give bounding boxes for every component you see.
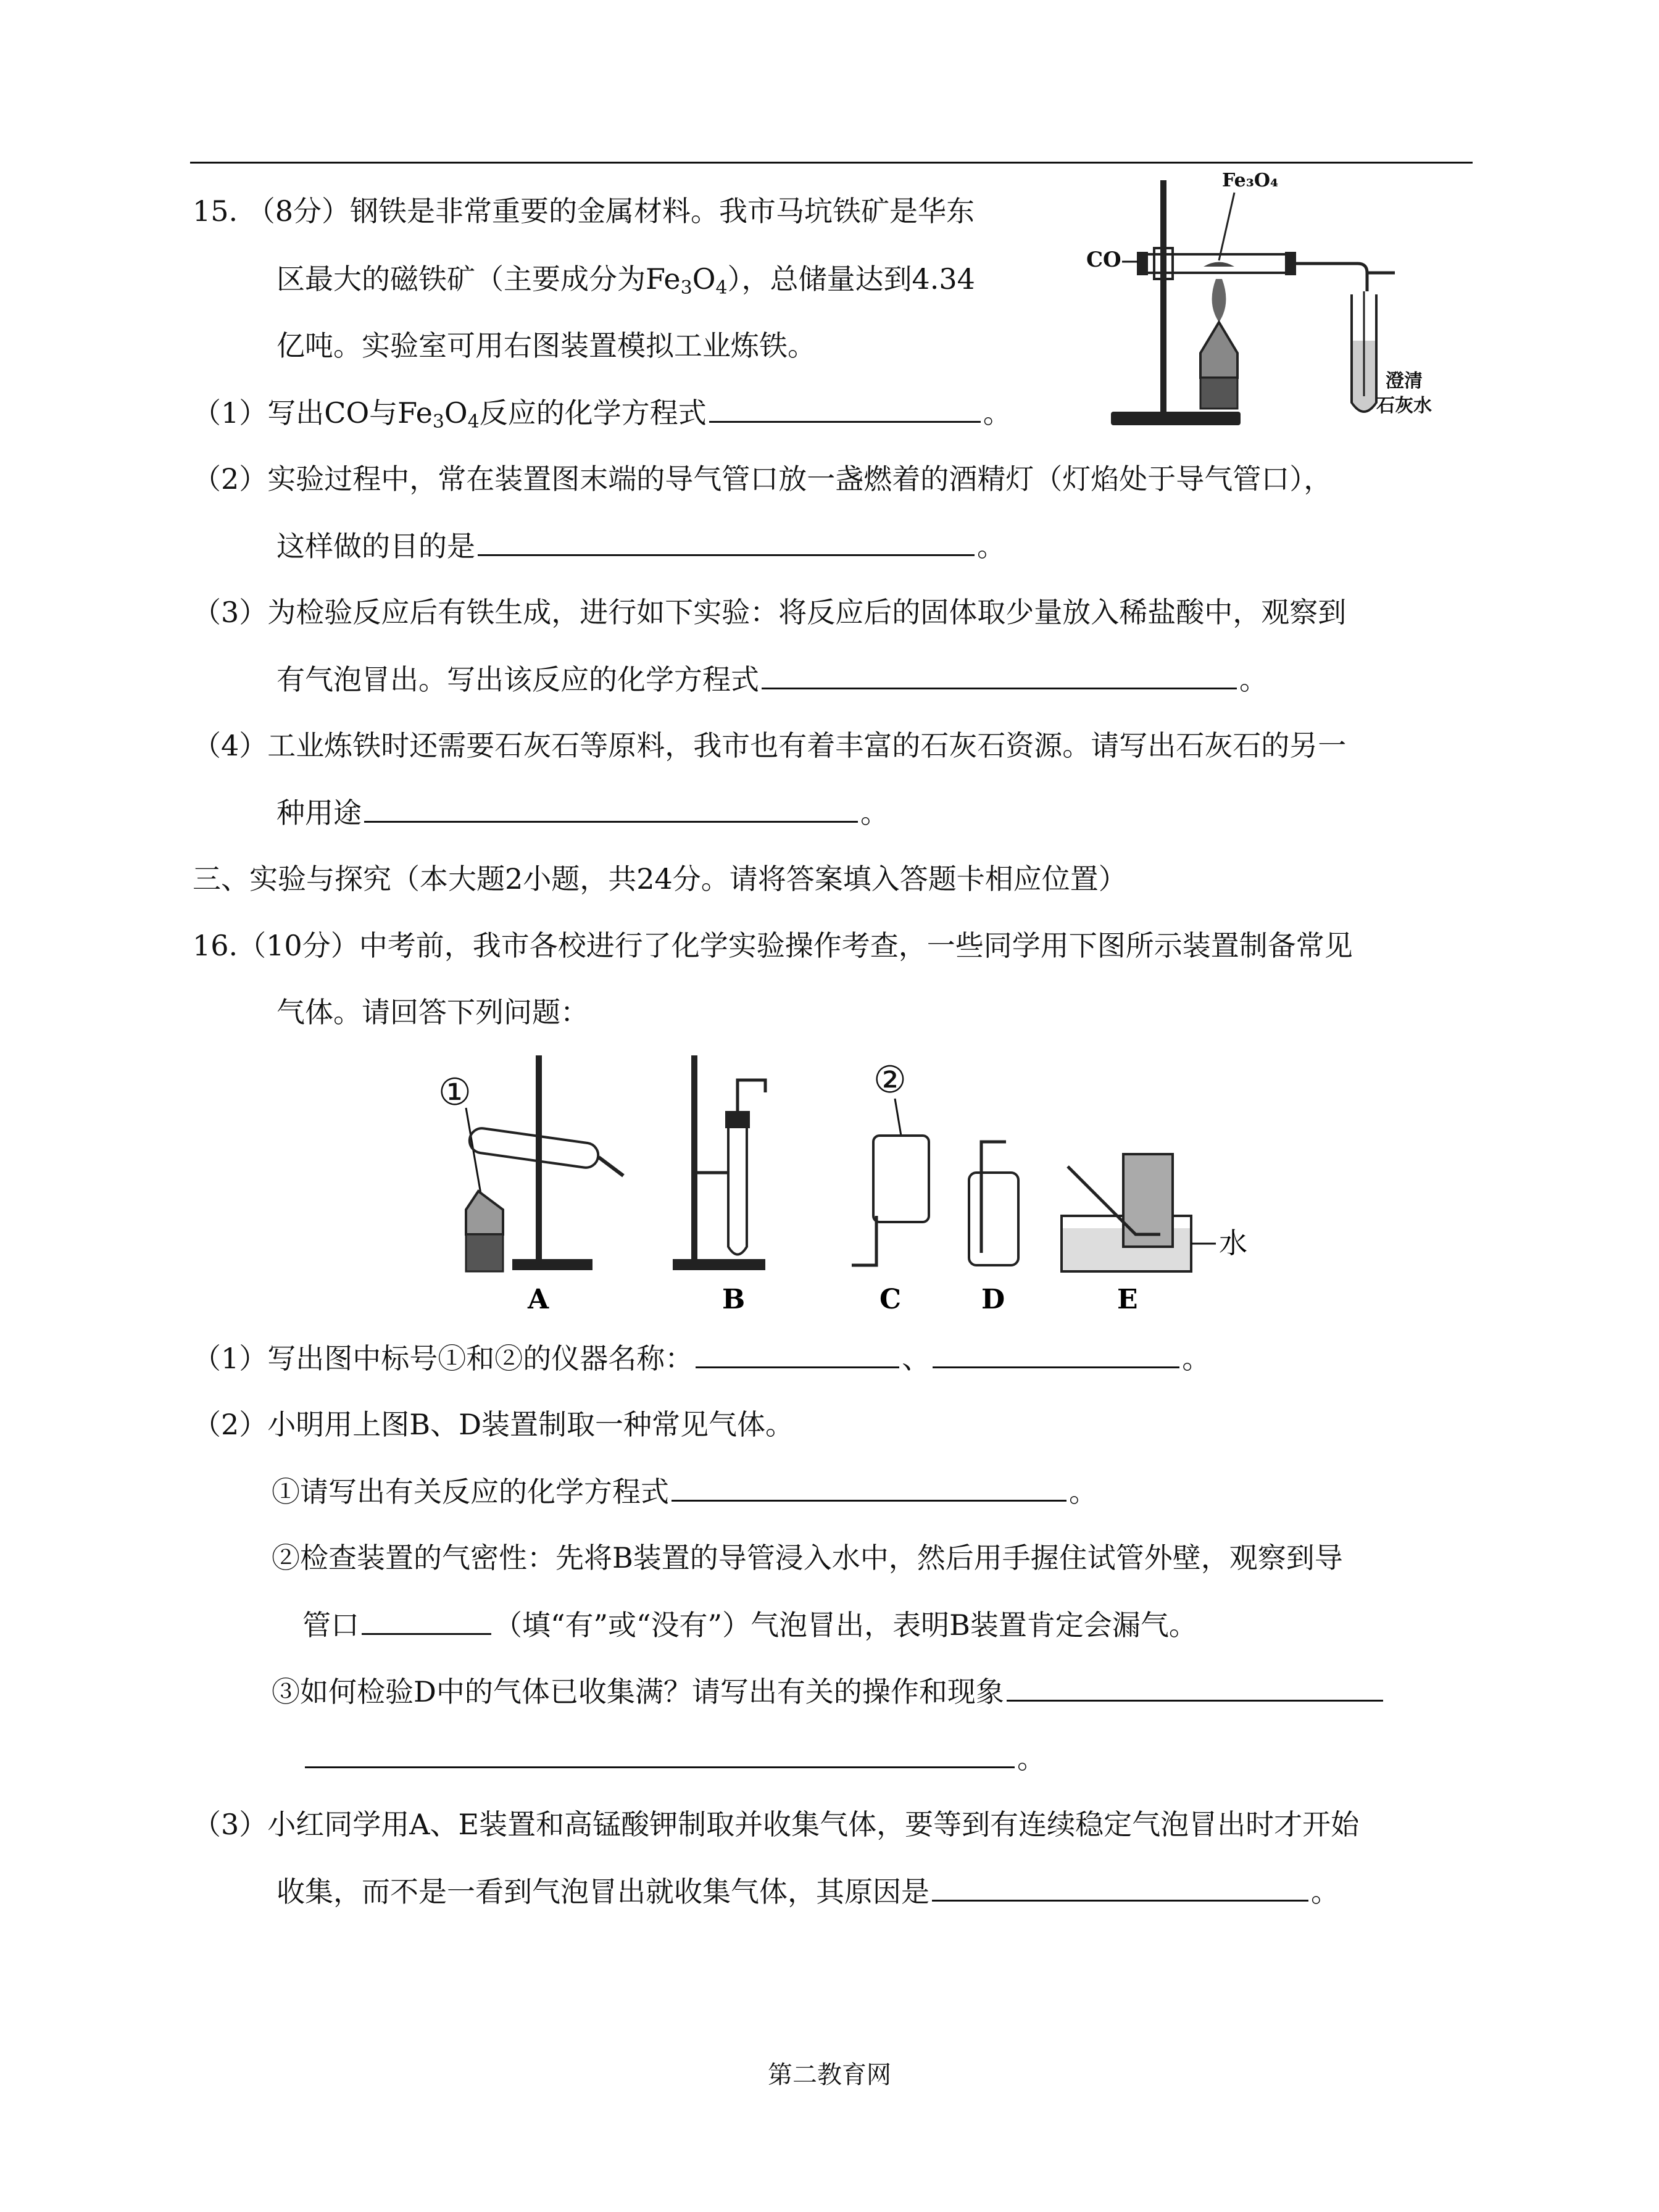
- answer-blank[interactable]: [709, 393, 981, 423]
- co-label: CO: [1086, 247, 1121, 272]
- q15-part2-line2: 这样做的目的是 。: [276, 526, 1005, 566]
- q16-line2: 气体。请回答下列问题：: [276, 996, 589, 1029]
- limewater-label-2: 石灰水: [1376, 395, 1432, 417]
- mark-1: ①: [438, 1071, 472, 1114]
- stand-base: [1111, 412, 1241, 425]
- answer-blank[interactable]: [1007, 1671, 1383, 1702]
- q16-sub3-cont: 。: [302, 1738, 1046, 1778]
- q15-line2: 区最大的磁铁矿（主要成分为$Fe_3O_4$），总储量达到4.34: [276, 262, 975, 299]
- answer-blank[interactable]: [933, 1338, 1179, 1368]
- apparatus-e: [1062, 1154, 1247, 1315]
- q15-part3-line2: 有气泡冒出。写出该反应的化学方程式 。: [276, 659, 1268, 699]
- iron-smelting-apparatus: [1086, 168, 1432, 439]
- apparatus-d: [969, 1142, 1018, 1315]
- flame: [1212, 279, 1226, 322]
- q16-part3-line1: （3）小红同学用A、E装置和高锰酸钾制取并收集气体，要等到有连续稳定气泡冒出时才开始: [193, 1808, 1360, 1841]
- q15-line3: 亿吨。实验室可用右图装置模拟工业炼铁。: [276, 329, 816, 362]
- q16-sub3: ③如何检验D中的气体已收集满？请写出有关的操作和现象: [272, 1671, 1386, 1711]
- section3-heading: 三、实验与探究（本大题2小题，共24分。请将答案填入答题卡相应位置）: [193, 862, 1127, 896]
- q16-line1: 16.（10分）中考前，我市各校进行了化学实验操作考查，一些同学用下图所示装置制备常见: [193, 929, 1353, 962]
- answer-blank[interactable]: [362, 1605, 491, 1635]
- stand-rod: [1160, 180, 1166, 415]
- q15-part2-line1: （2）实验过程中，常在装置图末端的导气管口放一盏燃着的酒精灯（灯焰处于导气管口），: [193, 462, 1333, 496]
- limewater-label-1: 澄清: [1386, 370, 1423, 392]
- answer-blank[interactable]: [305, 1738, 1015, 1768]
- fe3o4-label: Fe₃O₄: [1222, 170, 1279, 191]
- q16-sub1: ①请写出有关反应的化学方程式 。: [272, 1471, 1097, 1511]
- outlet-tube: [1296, 264, 1367, 291]
- top-rule: [190, 162, 1473, 164]
- apparatus-b: [673, 1055, 765, 1315]
- water-label: 水: [1219, 1226, 1247, 1260]
- label-e: E: [1117, 1284, 1138, 1315]
- fe3o4-powder: [1204, 262, 1234, 267]
- q15-part3-line1: （3）为检验反应后有铁生成，进行如下实验：将反应后的固体取少量放入稀盐酸中，观察到: [193, 596, 1347, 629]
- answer-blank[interactable]: [696, 1338, 899, 1368]
- q15-part4-line2: 种用途 。: [276, 792, 889, 833]
- q16-sub2-line1: ②检查装置的气密性：先将B装置的导管浸入水中，然后用手握住试管外壁，观察到导: [272, 1541, 1343, 1574]
- apparatus-a: [438, 1055, 623, 1315]
- label-a: A: [528, 1284, 549, 1315]
- answer-blank[interactable]: [762, 659, 1237, 689]
- alcohol-lamp: [1200, 322, 1237, 378]
- q15-part4-line1: （4）工业炼铁时还需要石灰石等原料，我市也有着丰富的石灰石资源。请写出石灰石的另一: [193, 729, 1347, 762]
- q16-sub2-line2: 管口 （填“有”或“没有”）气泡冒出，表明B装置肯定会漏气。: [302, 1605, 1197, 1645]
- mark-2: ②: [873, 1058, 907, 1102]
- answer-blank[interactable]: [364, 792, 858, 823]
- q15-part1: （1）写出CO与$Fe_3O_4$反应的化学方程式 。: [193, 393, 1012, 442]
- answer-blank[interactable]: [478, 526, 975, 556]
- answer-blank[interactable]: [932, 1871, 1308, 1902]
- gas-apparatus-figure: [420, 1049, 1271, 1321]
- q16-part3-line2: 收集，而不是一看到气泡冒出就收集气体，其原因是 。: [276, 1871, 1339, 1911]
- apparatus-c: [852, 1058, 929, 1315]
- label-d: D: [981, 1284, 1005, 1315]
- q16-part1: （1）写出图中标号①和②的仪器名称： 、 。: [193, 1338, 1210, 1378]
- label-b: B: [722, 1284, 746, 1315]
- page-footer: 第二教育网: [768, 2061, 891, 2089]
- q15-line1: 15. （8分）钢铁是非常重要的金属材料。我市马坑铁矿是华东: [193, 194, 975, 228]
- label-c: C: [879, 1284, 902, 1315]
- q16-part2: （2）小明用上图B、D装置制取一种常见气体。: [193, 1408, 794, 1441]
- answer-blank[interactable]: [672, 1471, 1066, 1502]
